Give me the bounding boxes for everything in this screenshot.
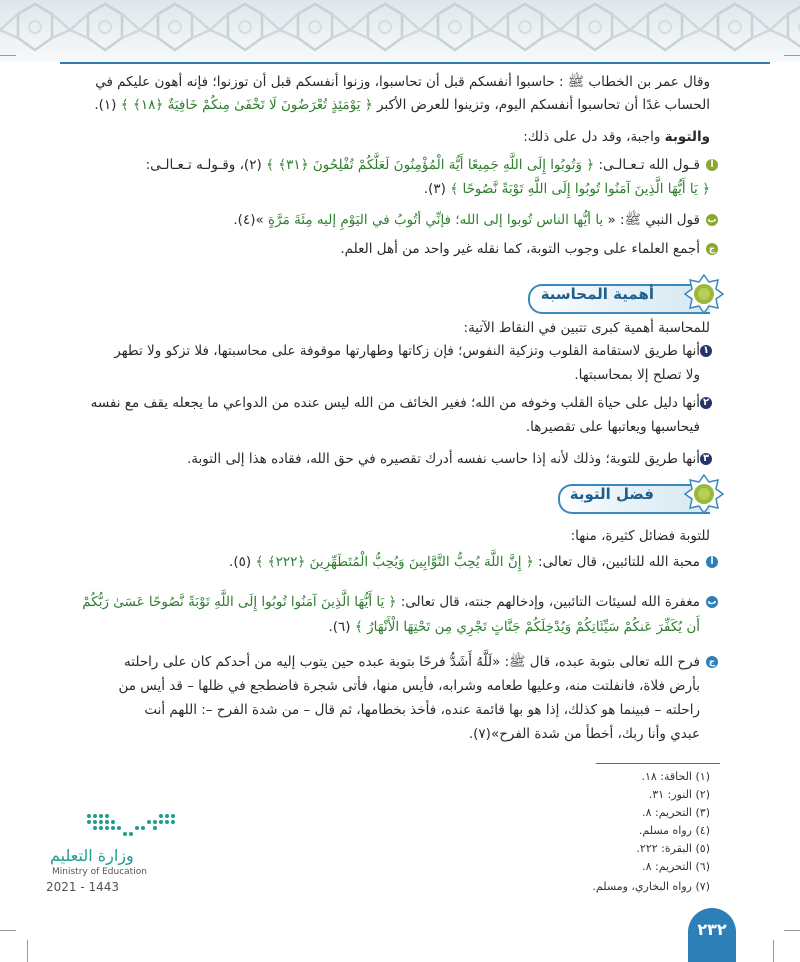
footnote-ref: (١).	[94, 97, 117, 113]
footnote: (٣) التحريم: ٨.	[642, 806, 710, 819]
proof-a-text: قـول الله تـعـالـى:	[598, 157, 700, 173]
section-title: فضل التوبة	[569, 485, 654, 503]
quran-verse: أَن يُكَفِّرَ عَنكُمْ سَيِّئَاتِكُمْ وَيُدْخِلَكُمْ جَنَّاتٍ تَجْرِي مِن تَحْتِهَا الْأَنْهَارُ ﴾	[354, 619, 700, 635]
logo-arabic-text: وزارة التعليم	[50, 846, 134, 865]
marker-ba: ب	[707, 215, 717, 225]
proof-b-line	[233, 211, 700, 229]
footnote: (٢) النور: ٣١.	[648, 788, 710, 801]
marker-alif: أ	[706, 159, 718, 171]
proof-c-line: أجمع العلماء على وجوب التوبة، كما نقله غير واحد من أهل العلم.	[340, 241, 700, 257]
virtue-c-line-1: فرح الله تعالى بتوبة عبده، قال ﷺ: «لَلَّهُ أَشَدُّ فرحًا بتوبة عبده حين يتوب إليه من أحدكم كان على راحلته	[124, 654, 700, 670]
tawba-keyword: والتوبة	[664, 129, 710, 145]
footnote: (٤) رواه مسلم.	[638, 824, 710, 837]
crop-mark	[0, 55, 16, 56]
octagram-emblem-icon	[684, 274, 724, 314]
tawba-rest: واجبة، وقد دل على ذلك:	[523, 129, 661, 145]
marker-alif: أ	[706, 556, 718, 568]
footnote: (٥) البقرة: ٢٢٢.	[636, 842, 710, 855]
quran-verse: ﴿ يَا أَيُّهَا الَّذِينَ آمَنُوا تُوبُوا إِلَى اللَّهِ تَوْبَةً نَّصُوحًا عَسَىٰ رَبُّكُمْ	[82, 594, 397, 610]
footnote-ref: »(٤).	[233, 212, 264, 228]
section-heading-muhasaba	[500, 280, 710, 312]
footnote-ref: (٥).	[229, 554, 252, 570]
marker-ba: ب	[707, 597, 717, 607]
quran-verse: ﴿ وَتُوبُوا إِلَى اللَّهِ جَمِيعًا أَيُّهَ الْمُؤْمِنُونَ لَعَلَّكُمْ تُفْلِحُونَ ﴿٣١﴾ ﴾	[266, 157, 595, 173]
header-rule	[60, 62, 770, 64]
crop-mark	[27, 940, 28, 962]
proof-b-text: قول النبي ﷺ: «	[607, 212, 700, 228]
footnote-ref: (٣).	[423, 181, 446, 197]
footnote-ref: (٦).	[328, 619, 351, 635]
number-badge: ١	[700, 345, 712, 357]
footnote-rule	[596, 763, 720, 764]
ministry-logo-icon	[85, 812, 181, 840]
quran-verse: ﴿ إِنَّ اللَّهَ يُحِبُّ التَّوَّابِينَ وَيُحِبُّ الْمُتَطَهِّرِينَ ﴿٢٢٢﴾ ﴾	[255, 554, 534, 570]
point-1-line-1: أنها طريق لاستقامة القلوب وتزكية النفوس؛ فإن زكاتها وطهارتها موقوفة على محاسبتها، فلا تزكو ولا تطهر	[114, 343, 700, 359]
logo-english-text: Ministry of Education	[52, 867, 147, 877]
crop-mark	[784, 930, 800, 931]
virtue-b-line-1	[82, 593, 700, 611]
section1-intro: للمحاسبة أهمية كبرى تتبين في النقاط الآتية:	[463, 320, 710, 336]
intro-line-1: وقال عمر بن الخطاب ﷺ : حاسبوا أنفسكم قبل أن تحاسبوا، وزنوا أنفسكم قبل أن توزنوا؛ فإنه أهون عليكم في	[95, 74, 710, 90]
hadith-text: يا أيُّها الناس تُوبوا إلى الله؛ فإنِّي أتُوبُ في اليَوْمِ إليه مِئَةَ مَرَّةٍ	[268, 212, 604, 228]
point-2-line-1: أنها دليل على حياة القلب وخوفه من الله؛ فغير الخائف من الله ليس عنده من الدواعي ما يجعله يقف مع نفسه	[90, 395, 700, 411]
virtue-c-line-4: عبدي وأنا ربك، أخطأ من شدة الفرح»(٧).	[468, 726, 700, 742]
banner-pattern	[0, 0, 800, 62]
tawba-statement	[523, 128, 710, 146]
virtue-c-line-2: بأرض فلاة، فانفلتت منه، وعليها طعامه وشرابه، فأيس منها، فأتى شجرة فاضطجع في ظلها – قد أيس من	[118, 678, 700, 694]
page-number: ٢٣٢	[697, 920, 727, 939]
proof-a-line-2	[424, 180, 710, 198]
point-2-line-2: فيحاسبها ويعاتبها على تقصيرها.	[525, 419, 700, 435]
virtue-b-text: مغفرة الله لسيئات التائبين، وإدخالهم جنته، قال تعالى:	[400, 594, 700, 610]
marker-jim: ج	[706, 243, 718, 255]
crop-mark	[773, 940, 774, 962]
number-badge: ٣	[700, 453, 712, 465]
quran-verse: ﴿ يَوْمَئِذٍ تُعْرَضُونَ لَا تَخْفَىٰ مِنكُمْ خَافِيَةٌ ﴿١٨﴾ ﴾	[120, 97, 373, 113]
quran-verse: ﴿ يَا أَيُّهَا الَّذِينَ آمَنُوا تُوبُوا إِلَى اللَّهِ تَوْبَةً نَّصُوحًا ﴾	[450, 181, 710, 197]
virtue-c-line-3: راحلته – فبينما هو كذلك، إذا هو بها قائمة عنده، فأخذ بخطامها، ثم قال – من شدة الفرح –: اللهم أنت	[144, 702, 700, 718]
footnote: (٧) رواه البخاري، ومسلم.	[592, 880, 710, 893]
number-badge: ٢	[700, 397, 712, 409]
crop-mark	[784, 55, 800, 56]
footnote: (١) الحاقة: ١٨.	[641, 770, 710, 783]
crop-mark	[0, 930, 16, 931]
proof-a-line-1	[146, 156, 700, 174]
virtue-b-line-2	[328, 618, 700, 636]
virtue-a-line	[229, 553, 700, 571]
proof-a-text-b: (٢)، وقـولـه تـعـالـى:	[145, 157, 262, 173]
section2-intro: للتوبة فضائل كثيرة، منها:	[570, 528, 710, 544]
intro-line-2-text: الحساب غدًا أن تحاسبوا أنفسكم اليوم، وتزينوا للعرض الأكبر	[376, 97, 710, 113]
logo-year: 2021 - 1443	[46, 880, 120, 894]
footnote: (٦) التحريم: ٨.	[642, 860, 710, 873]
virtue-a-text: محبة الله للتائبين، قال تعالى:	[538, 554, 700, 570]
marker-jim: ج	[706, 656, 718, 668]
header-banner	[0, 0, 800, 62]
octagram-emblem-icon	[684, 474, 724, 514]
point-1-line-2: ولا تصلح إلا بمحاسبتها.	[574, 367, 700, 383]
point-3-line: أنها طريق للتوبة؛ وذلك لأنه إذا حاسب نفسه أدرك تقصيره في حق الله، فقاده هذا إلى التوبة.	[186, 451, 700, 467]
section-title: أهمية المحاسبة	[540, 285, 654, 303]
intro-line-2	[94, 96, 710, 114]
section-heading-tawba	[530, 480, 710, 512]
